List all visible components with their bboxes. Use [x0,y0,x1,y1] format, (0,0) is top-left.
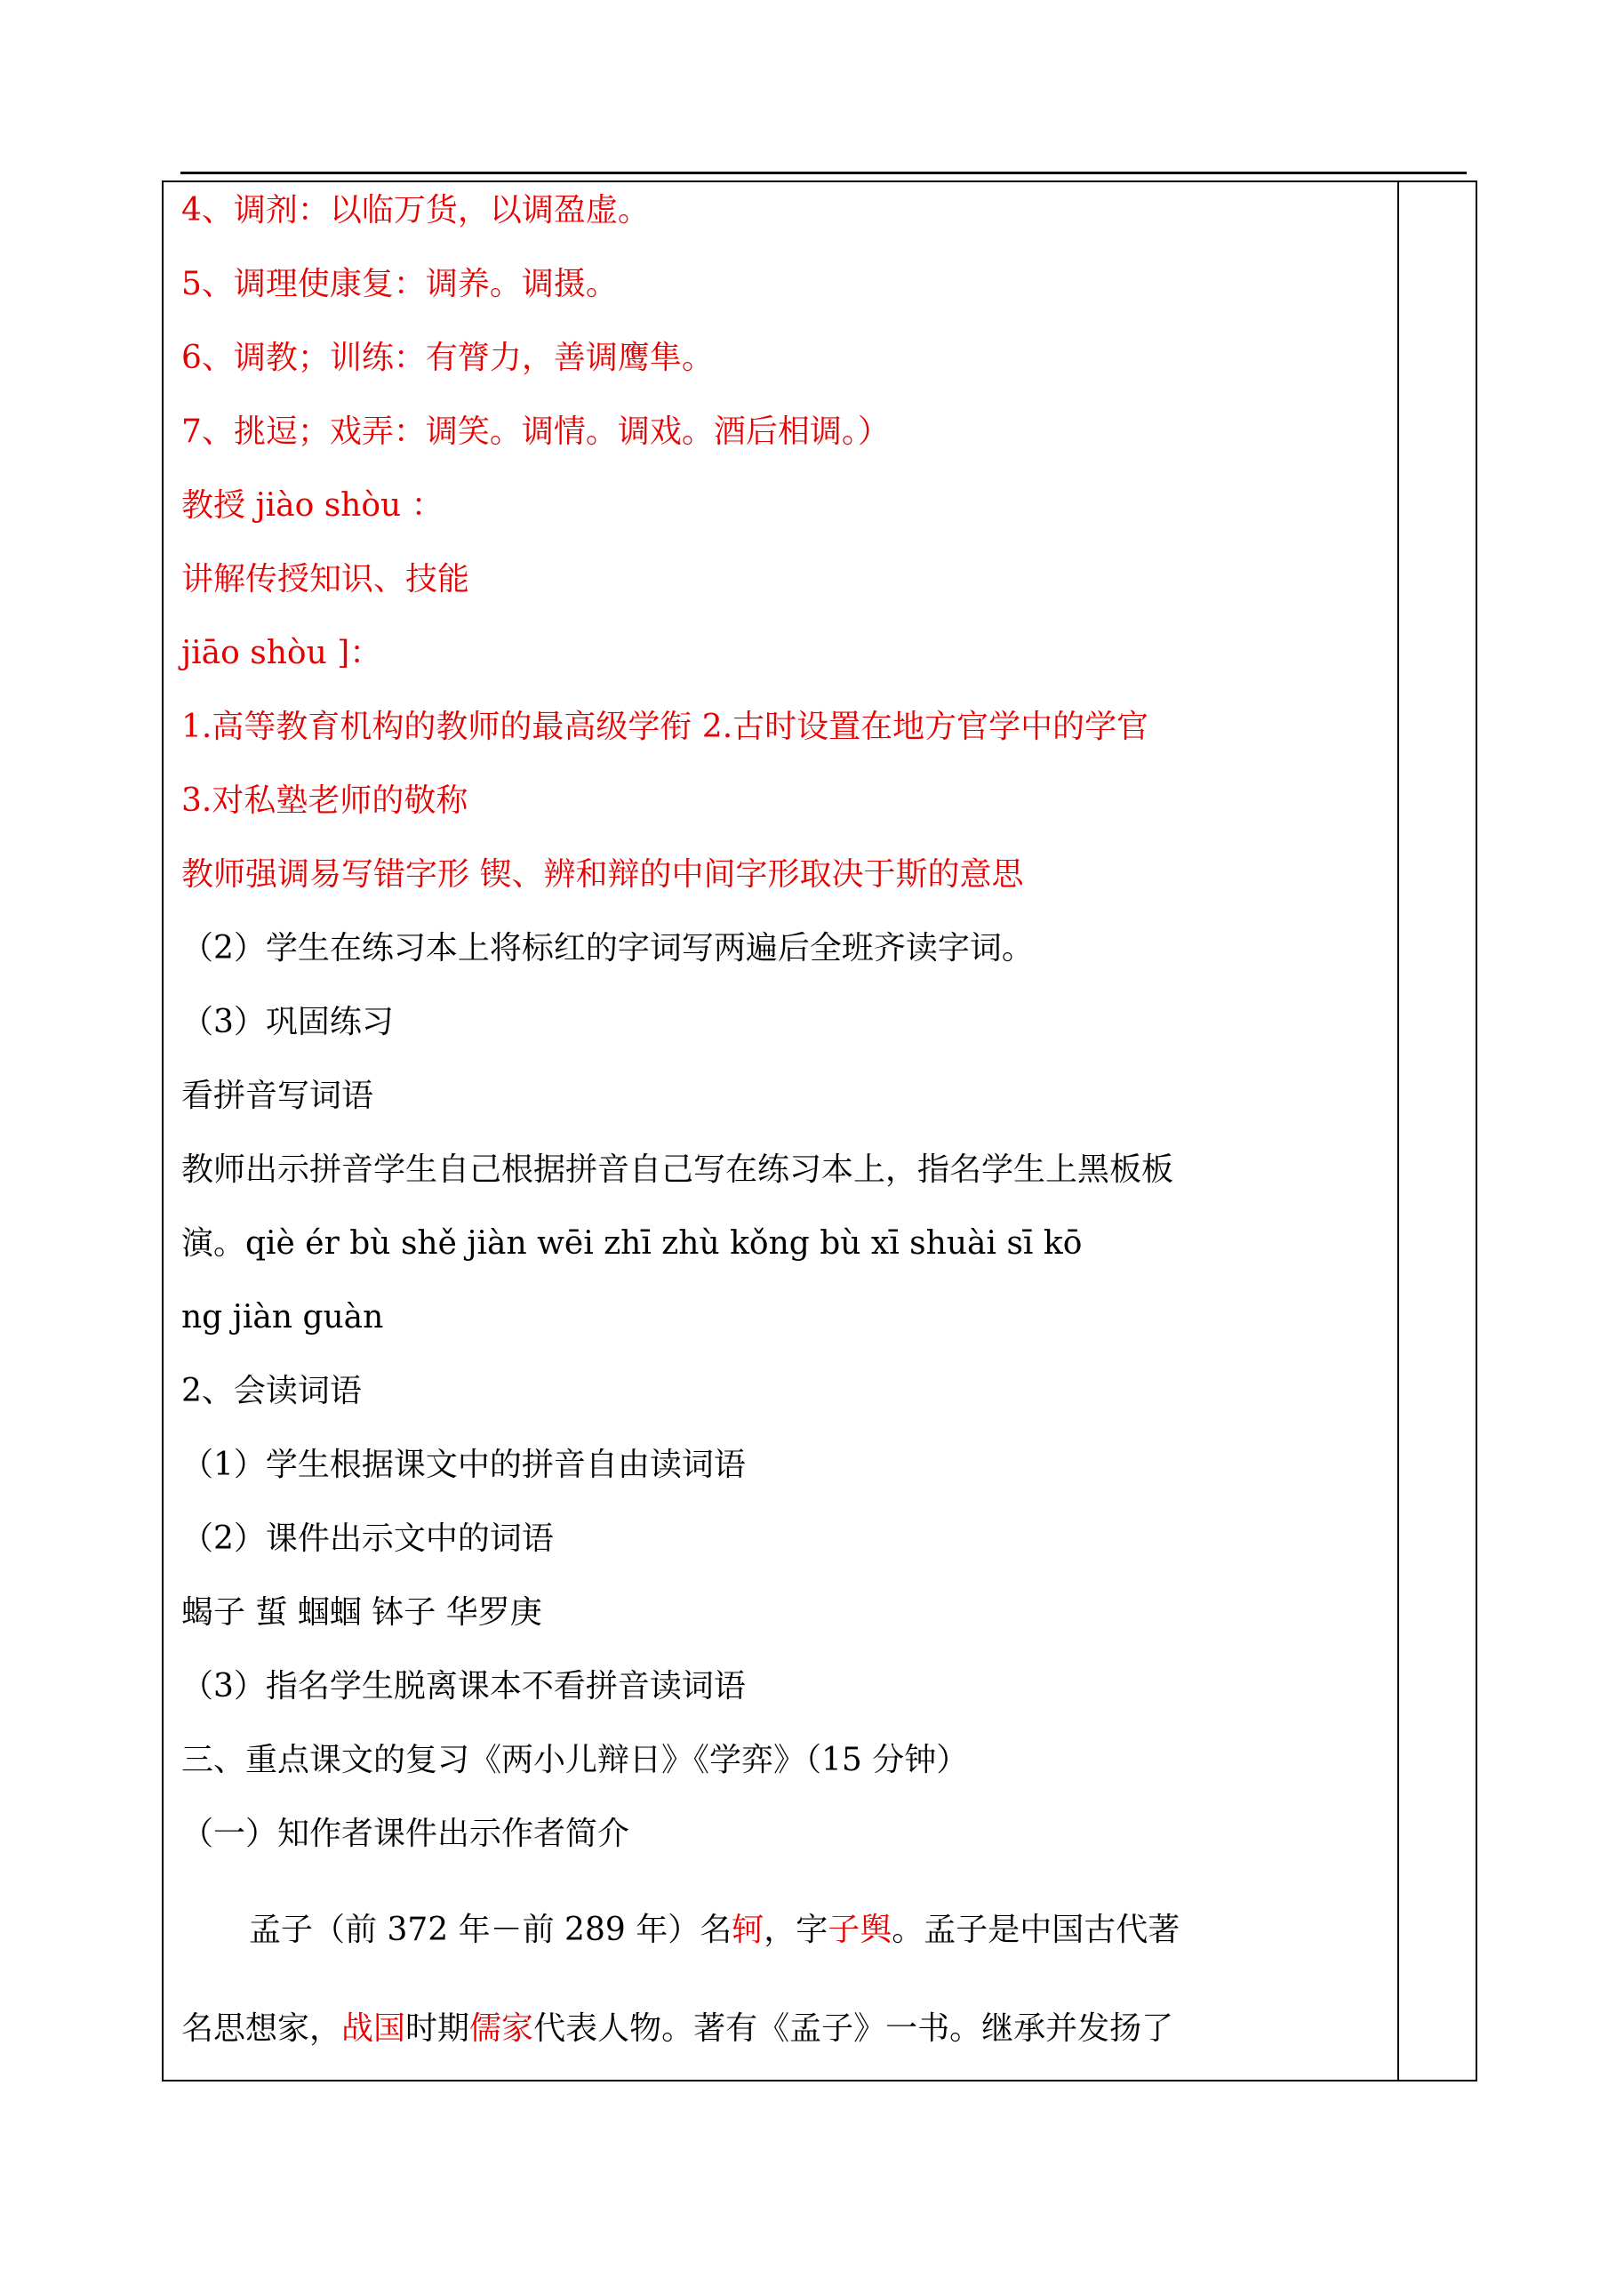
text-line: 教师强调易写错字形 锲、辨和辩的中间字形取决于斯的意思 [181,856,1024,893]
text-line: 看拼音写词语 [181,1078,374,1114]
lesson-plan-table [162,180,1477,2081]
author-intro-line-2 [181,2008,1173,2050]
text-run: 子舆 [828,1912,892,1948]
text-run: 儒家 [469,2010,534,2047]
text-run: 轲 [732,1912,764,1948]
text-run: 名思想家， [181,2010,342,2047]
text-run: ，字 [764,1912,828,1948]
text-line: 1.高等教育机构的教师的最高级学衔 2.古时设置在地方官学中的学官 [181,709,1149,745]
text-run: 时期 [405,2010,470,2047]
text-line: 讲解传授知识、技能 [181,561,470,598]
text-line: jiāo shòu ]： [181,635,382,671]
text-line: （1）学生根据课文中的拼音自由读词语 [181,1447,746,1483]
text-line: 演。qiè ér bù shě jiàn wēi zhī zhù kǒng bù xī shuài sī kō [181,1225,1083,1262]
text-line: 7、挑逗；戏弄：调笑。调情。调戏。酒后相调。） [181,413,890,450]
text-run: 战国 [341,2010,406,2047]
page-header-rule [180,172,1467,174]
text-line: 蝎子 蜇 蝈蝈 钵子 华罗庚 [181,1594,542,1631]
text-run: 代表人物。著有《孟子》一书。继承并发扬了 [533,2010,1174,2047]
text-line: 4、调剂：以临万货，以调盈虚。 [181,192,650,229]
text-line: （3）指名学生脱离课本不看拼音读词语 [181,1668,746,1704]
text-run: 孟子（前 372 年－前 289 年）名 [249,1912,732,1948]
text-line: 5、调理使康复：调养。调摄。 [181,266,618,302]
column-divider [1397,182,1399,2080]
text-line: （2）学生在练习本上将标红的字词写两遍后全班齐读字词。 [181,930,1034,967]
text-line: （一）知作者课件出示作者简介 [181,1816,630,1852]
text-line: 教授 jiào shòu ： [181,487,444,524]
author-intro-line-1 [249,1909,1180,1952]
text-line: （3）巩固练习 [181,1004,394,1040]
text-line: 6、调教；训练：有膂力，善调鹰隼。 [181,340,714,376]
text-line: 教师出示拼音学生自己根据拼音自己写在练习本上，指名学生上黑板板 [181,1151,1174,1188]
text-run: 。孟子是中国古代著 [892,1912,1180,1948]
text-line: （2）课件出示文中的词语 [181,1520,554,1557]
text-line: 2、会读词语 [181,1373,362,1409]
text-line: ng jiàn guàn [181,1299,384,1335]
text-line: 三、重点课文的复习《两小儿辩日》《学弈》（15 分钟） [181,1742,969,1778]
text-line: 3.对私塾老师的敬称 [181,782,468,819]
